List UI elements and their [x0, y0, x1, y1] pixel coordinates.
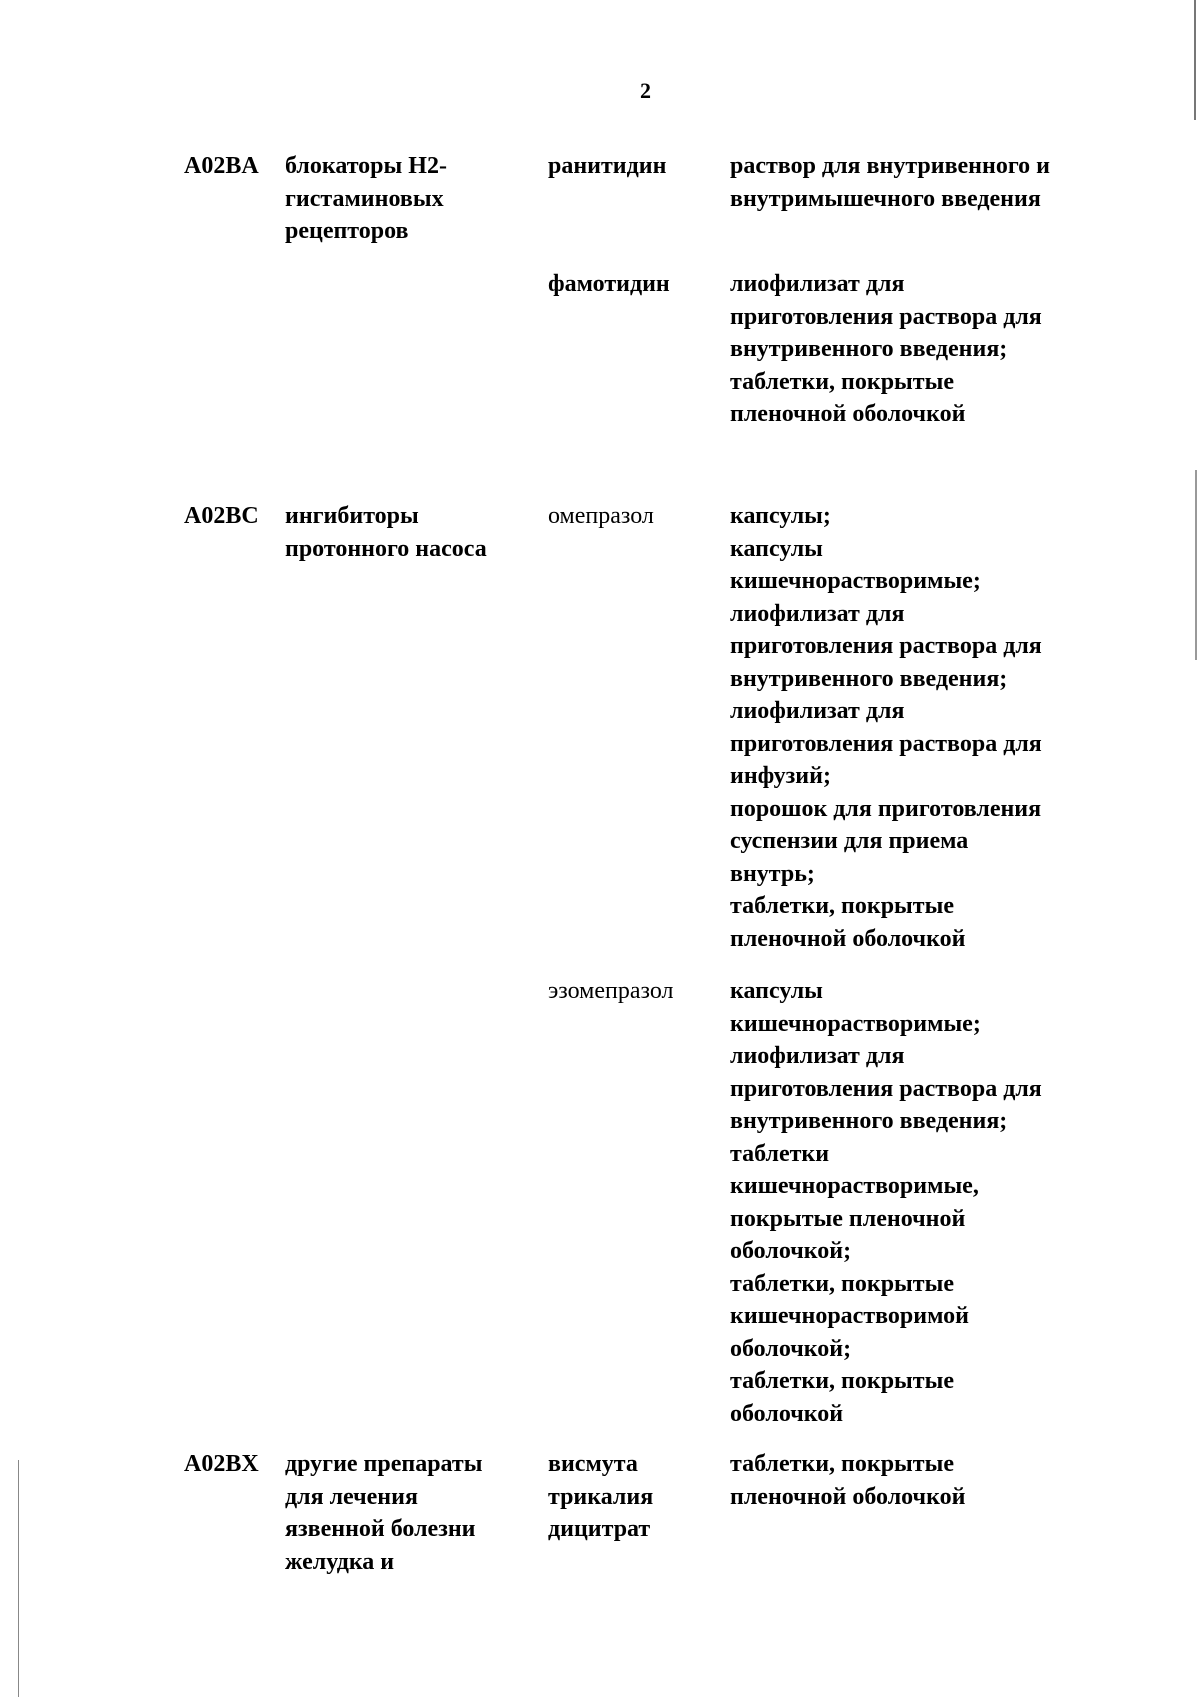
- drug-name: ранитидин: [548, 153, 667, 179]
- dosage-form: лиофилизат для приготовления раствора для внутривенного введения; таблетки, покрытые пленочной оболочкой: [730, 271, 1042, 427]
- atc-code: A02BC: [184, 503, 259, 529]
- dosage-form: капсулы кишечнорастворимые; лиофилизат для приготовления раствора для внутривенного введения; таблетки кишечнорастворимые, покрытые пленочной оболочкой; таблетки, покрытые кишечнорастворимой оболочкой; таблетки, покрытые оболочкой: [730, 978, 1042, 1427]
- pharmacological-group: ингибиторы протонного насоса: [285, 503, 487, 562]
- pharmacological-group: другие препараты для лечения язвенной болезни желудка и: [285, 1451, 483, 1575]
- drug-name: висмута трикалия дицитрат: [548, 1451, 654, 1542]
- scan-edge-artifact: [1194, 0, 1196, 120]
- pharmacological-group: блокаторы Н2- гистаминовых рецепторов: [285, 153, 447, 244]
- scan-edge-artifact: [1195, 470, 1197, 660]
- dosage-form: таблетки, покрытые пленочной оболочкой: [730, 1451, 966, 1510]
- dosage-form: капсулы; капсулы кишечнорастворимые; лиофилизат для приготовления раствора для внутривенного введения; лиофилизат для приготовления раствора для инфузий; порошок для приготовления суспензии для приема внутрь; таблетки, покрытые пленочной оболочкой: [730, 503, 1042, 952]
- drug-name: омепразол: [548, 503, 654, 529]
- atc-code: A02BA: [184, 153, 259, 179]
- atc-code: A02BX: [184, 1451, 259, 1477]
- scan-edge-artifact: [18, 1460, 19, 1697]
- dosage-form: раствор для внутривенного и внутримышечного введения: [730, 153, 1050, 212]
- drug-name: фамотидин: [548, 271, 670, 297]
- page-number: 2: [640, 78, 651, 103]
- drug-name: эзомепразол: [548, 978, 674, 1004]
